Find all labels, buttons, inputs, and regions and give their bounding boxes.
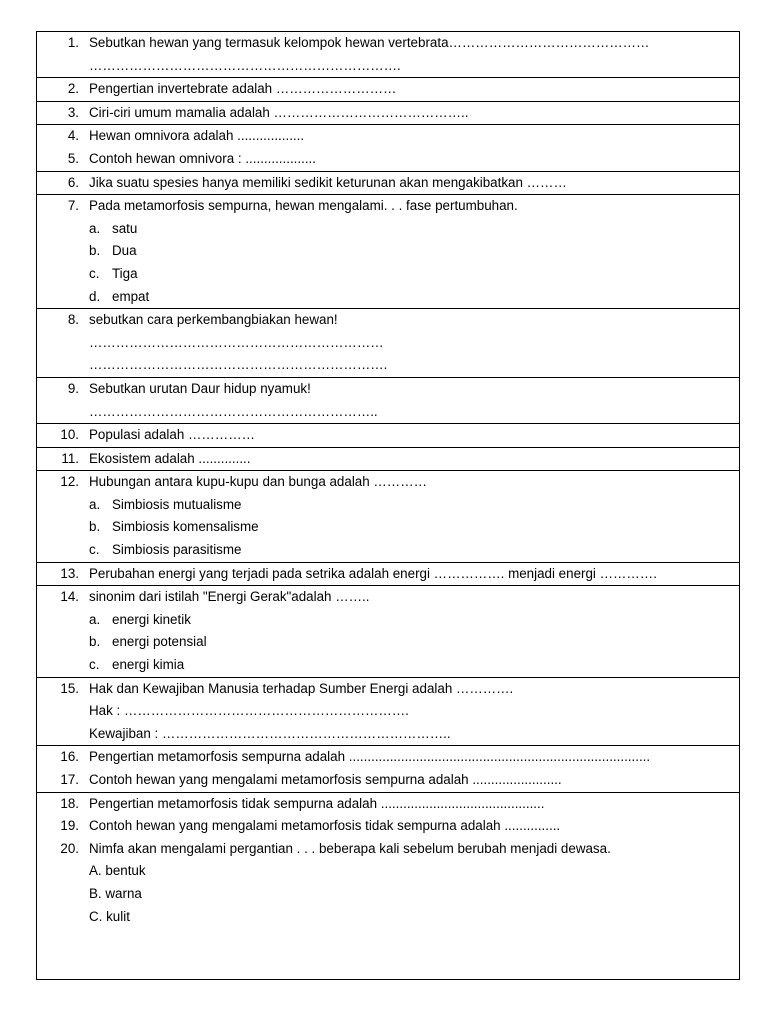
question-10 <box>37 424 739 448</box>
option-text: Simbiosis mutualisme <box>112 496 242 512</box>
option-letter: c. <box>89 542 100 558</box>
kewajiban-answer-line: Kewajiban : ……………………………………………………….. <box>89 725 451 741</box>
option <box>37 263 739 286</box>
question-text: Pada metamorfosis sempurna, hewan mengalami. . . fase pertumbuhan. <box>89 198 518 214</box>
answer-line: ………………………………………………………… <box>89 334 384 350</box>
option <box>37 906 739 929</box>
option <box>37 654 739 677</box>
question-14 <box>37 586 739 677</box>
question-text: Jika suatu spesies hanya memiliki sedikit keturunan akan mengakibatkan ……… <box>89 174 567 190</box>
option-text: Tiga <box>112 265 138 281</box>
option-text: Simbiosis parasitisme <box>112 542 242 558</box>
option-letter: b. <box>89 634 101 650</box>
question-text: Hak dan Kewajiban Manusia terhadap Sumber Energi adalah …………. <box>89 680 514 696</box>
option-letter: c. <box>89 657 100 673</box>
option <box>37 494 739 517</box>
answer-line: …………………………………………………………. <box>89 357 388 373</box>
question-16-17 <box>37 746 739 792</box>
question-6 <box>37 172 739 196</box>
question-8 <box>37 309 739 378</box>
question-7 <box>37 195 739 309</box>
question-text: Sebutkan hewan yang termasuk kelompok hewan vertebrata……………………………………… <box>89 35 650 50</box>
option-letter: a. <box>89 611 101 627</box>
option-letter: b. <box>89 243 101 259</box>
option <box>37 286 739 309</box>
question-text: sebutkan cara perkembangbiakan hewan! <box>89 312 338 328</box>
question-text: Nimfa akan mengalami pergantian . . . beberapa kali sebelum berubah menjadi dewasa. <box>89 840 611 856</box>
option-text: Dua <box>112 243 137 259</box>
question-number: 16. <box>60 749 79 765</box>
hak-answer-line: Hak : ………………………………………………………. <box>89 703 409 719</box>
question-number: 14. <box>60 589 79 605</box>
answer-line: ……………………………………………………….. <box>89 403 378 419</box>
question-2 <box>37 78 739 102</box>
question-11 <box>37 448 739 472</box>
option-letter: d. <box>89 288 101 304</box>
option-text: Simbiosis komensalisme <box>112 519 259 535</box>
question-number: 20. <box>60 840 79 856</box>
question-15 <box>37 678 739 747</box>
question-18-20 <box>37 793 739 929</box>
option <box>37 218 739 241</box>
question-text: Populasi adalah …………… <box>89 427 255 443</box>
question-number: 9. <box>67 380 79 396</box>
option <box>37 539 739 562</box>
question-number: 12. <box>60 474 79 490</box>
option-text: satu <box>112 220 138 236</box>
question-number: 6. <box>67 174 79 190</box>
question-number: 11. <box>61 450 79 466</box>
option-text: energi kinetik <box>112 611 191 627</box>
question-text: Contoh hewan omnivora : ................... <box>89 150 317 166</box>
question-text: Sebutkan urutan Daur hidup nyamuk! <box>89 380 311 396</box>
question-number: 13. <box>60 565 79 581</box>
worksheet-table <box>36 31 740 980</box>
option-text: B. warna <box>89 885 142 901</box>
option-text: empat <box>112 288 150 304</box>
option <box>37 609 739 632</box>
question-12 <box>37 471 739 562</box>
question-1 <box>37 32 739 78</box>
question-text: Perubahan energi yang terjadi pada setrika adalah energi ……………. menjadi energi …………. <box>89 565 657 581</box>
question-4-5 <box>37 125 739 171</box>
question-number: 4. <box>67 128 79 144</box>
question-number: 5. <box>67 150 79 166</box>
question-number: 1. <box>67 35 79 50</box>
question-13 <box>37 563 739 587</box>
option <box>37 516 739 539</box>
option <box>37 631 739 654</box>
question-number: 15. <box>60 680 79 696</box>
option <box>37 860 739 883</box>
question-number: 18. <box>60 795 79 811</box>
question-number: 2. <box>67 81 79 97</box>
question-text: Ekosistem adalah .............. <box>89 450 251 466</box>
question-text: Contoh hewan yang mengalami metamorfosis sempurna adalah ........................ <box>89 772 562 787</box>
question-number: 19. <box>60 818 79 834</box>
question-text: Contoh hewan yang mengalami metamorfosis tidak sempurna adalah ............... <box>89 818 561 834</box>
answer-line: ……………………………………………………………. <box>89 57 401 73</box>
option-letter: a. <box>89 496 101 512</box>
option-letter: a. <box>89 220 101 236</box>
question-number: 7. <box>67 198 79 214</box>
question-text: Pengertian metamorfosis sempurna adalah ................................................................................. <box>89 749 651 765</box>
option-text: C. kulit <box>89 908 130 924</box>
question-9 <box>37 378 739 424</box>
option <box>37 883 739 906</box>
option-text: energi potensial <box>112 634 207 650</box>
question-text: Hubungan antara kupu-kupu dan bunga adalah ………… <box>89 474 427 490</box>
option <box>37 240 739 263</box>
option-letter: c. <box>89 265 100 281</box>
question-number: 17. <box>60 772 79 787</box>
question-text: sinonim dari istilah "Energi Gerak"adalah …….. <box>89 589 370 605</box>
question-text: Pengertian metamorfosis tidak sempurna adalah ............................................ <box>89 795 545 811</box>
option-text: A. bentuk <box>89 863 146 879</box>
option-text: energi kimia <box>112 657 185 673</box>
question-number: 8. <box>67 312 79 328</box>
question-text: Ciri-ciri umum mamalia adalah …………………………………….. <box>89 104 469 120</box>
question-text: Pengertian invertebrate adalah ……………………… <box>89 81 397 97</box>
option-letter: b. <box>89 519 101 535</box>
question-number: 10. <box>60 427 79 443</box>
question-number: 3. <box>67 104 79 120</box>
question-3 <box>37 102 739 126</box>
question-text: Hewan omnivora adalah .................. <box>89 128 305 144</box>
